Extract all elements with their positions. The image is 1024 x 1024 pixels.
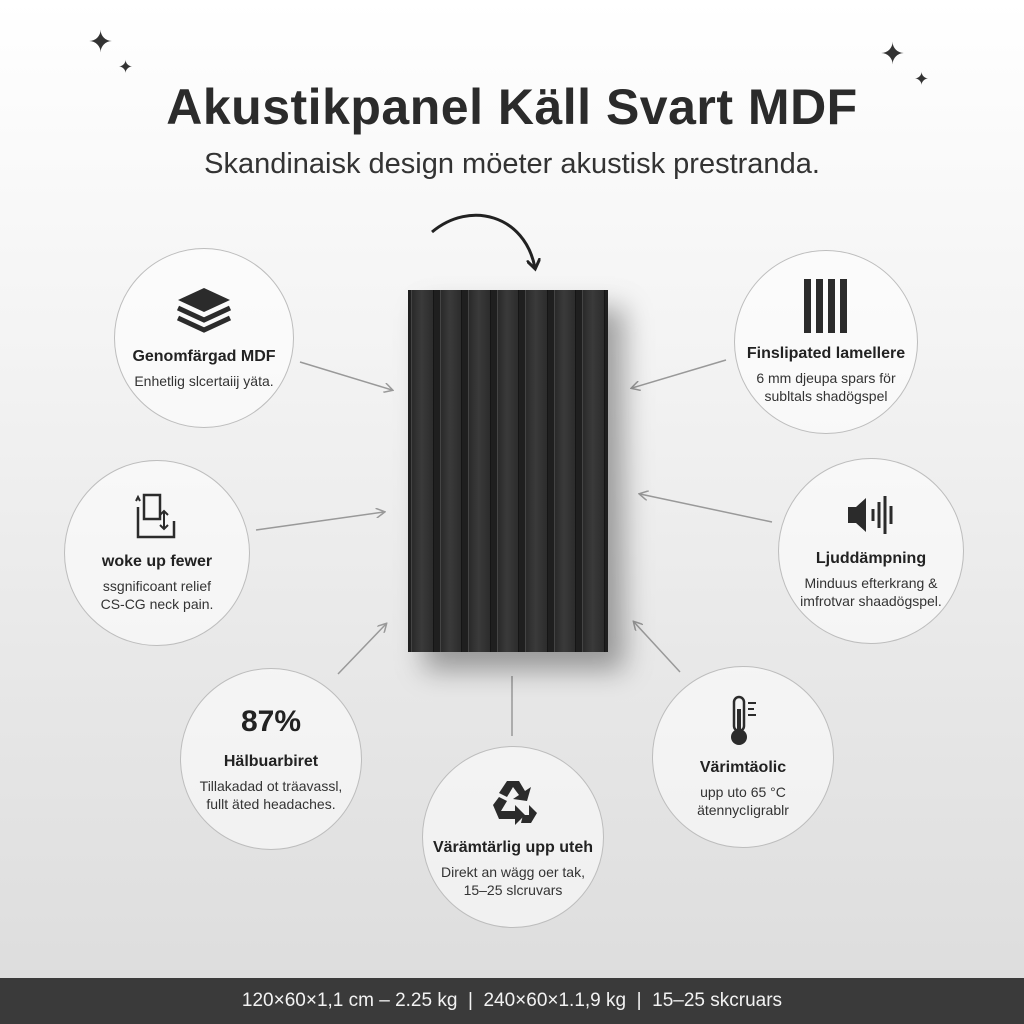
mounting-icon xyxy=(134,493,180,541)
feature-title: Hälbuarbiret xyxy=(223,753,319,770)
panel-slat xyxy=(440,290,463,652)
feature-varmetalig xyxy=(652,666,834,848)
panel-slat xyxy=(554,290,577,652)
feature-desc: Tillakadad ot träavassl, fullt äted headaches. xyxy=(199,778,343,812)
thermometer-icon xyxy=(726,695,760,747)
feature-desc: 6 mm djeupa spars för subltals shadögspel xyxy=(756,370,896,404)
sustainability-stat: 87% xyxy=(240,705,302,738)
feature-finslipade-lameller xyxy=(734,250,918,434)
feature-desc: Enhetlig slcertaiij yäta. xyxy=(134,373,274,389)
sparkle-icon: ✦ xyxy=(880,38,906,71)
recycle-icon xyxy=(485,775,541,827)
feature-desc: upp uto 65 °C ätennycIigrablr xyxy=(697,784,789,818)
feature-hallbarhet xyxy=(180,668,362,850)
feature-title: woke up fewer xyxy=(101,553,213,570)
feature-ljuddampning xyxy=(778,458,964,644)
feature-title: Ljuddämpning xyxy=(815,550,927,567)
feature-atervinning xyxy=(422,746,604,928)
panel-slat xyxy=(468,290,491,652)
feature-desc: Minduus efterkrang & imfrotvar shaadögspel. xyxy=(800,575,942,609)
specs-footer xyxy=(0,978,1024,1024)
panel-slat xyxy=(582,290,605,652)
page-title: Akustikpanel Käll Svart MDF xyxy=(166,79,858,135)
feature-title: Värämtärlig upp uteh xyxy=(432,839,594,856)
feature-desc: ssgnificoant relief CS-CG neck pain. xyxy=(100,578,214,612)
slats-icon xyxy=(804,279,848,333)
sparkle-icon: ✦ xyxy=(118,57,134,77)
sparkle-icon: ✦ xyxy=(88,26,114,59)
panel-slat xyxy=(411,290,434,652)
panel-slat xyxy=(497,290,520,652)
feature-title: Finslipated lamellere xyxy=(746,345,906,362)
speaker-wave-icon xyxy=(846,492,896,538)
feature-relief xyxy=(64,460,250,646)
specs-text: 120×60×1,1 cm – 2.25 kg | 240×60×1.1,9 kg | 15–25 skcruars xyxy=(241,990,783,1011)
acoustic-panel-image xyxy=(408,290,608,652)
layers-icon xyxy=(176,286,232,336)
feature-genomfargad-mdf xyxy=(114,248,294,428)
sparkle-icon: ✦ xyxy=(914,69,930,89)
panel-slat xyxy=(525,290,548,652)
feature-title: Genomfärgad MDF xyxy=(132,348,276,365)
feature-title: Värimtäolic xyxy=(699,759,787,776)
feature-desc: Direkt an wägg oer tak, 15–25 slcruvars xyxy=(441,864,585,898)
page-subtitle: Skandinaisk design möeter akustisk prestranda. xyxy=(204,148,820,180)
